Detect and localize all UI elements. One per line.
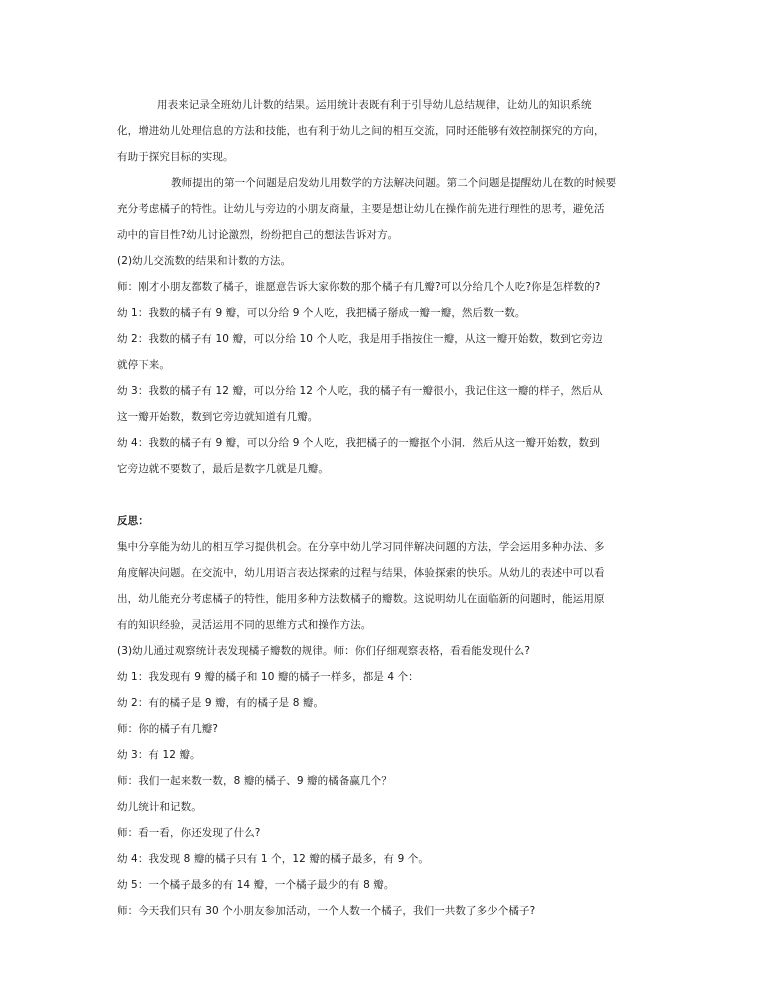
dialogue-line: 师：我们一起来数一数，8 瓣的橘子、9 瓣的橘备赢几个？ — [117, 775, 392, 787]
dialogue-line: 师：看一看，你还发现了什么? — [117, 827, 261, 839]
paragraph-line: 出，幼儿能充分考虑橘子的特性，能用多种方法数橘子的瓣数。这说明幼儿在面临新的问题时，能运用原 — [117, 593, 605, 605]
dialogue-line: 幼 5：一个橘子最多的有 14 瓣，一个橘子最少的有 8 瓣。 — [117, 879, 395, 891]
paragraph-line: 教师提出的第一个问题是启发幼儿用数学的方法解决问题。第二个问题是提醒幼儿在数的时候要 — [171, 177, 617, 189]
dialogue-line: 幼 4：我数的橘子有 9 瓣，可以分给 9 个人吃，我把橘子的一瓣抠个小洞．然后从这一瓣开始数，数到 — [117, 437, 600, 449]
document-page — [117, 92, 657, 924]
dialogue-line: 幼 1：我发现有 9 瓣的橘子和 10 瓣的橘子一样多，都是 4 个： — [117, 671, 419, 683]
dialogue-line: 师：刚才小朋友都数了橘子，谁愿意告诉大家你数的那个橘子有几瓣?可以分给几个人吃?你是怎样数的? — [117, 281, 601, 293]
dialogue-line: 幼 4：我发现 8 瓣的橘子只有 1 个，12 瓣的橘子最多，有 9 个。 — [117, 853, 429, 865]
reflection-title: 反思： — [117, 515, 149, 527]
dialogue-line: 这一瓣开始数，数到它旁边就知道有几瓣。 — [117, 411, 319, 423]
section-heading: (2)幼儿交流数的结果和计数的方法。 — [117, 255, 292, 267]
paragraph-line: 有的知识经验，灵活运用不同的思维方式和操作方法。 — [117, 619, 372, 631]
paragraph-line: 充分考虑橘子的特性。让幼儿与旁边的小朋友商量，主要是想让幼儿在操作前先进行理性的思考，避免活 — [117, 203, 605, 215]
paragraph-line: 有助于探究目标的实现。 — [117, 151, 234, 163]
dialogue-line: 幼儿统计和记数。 — [117, 801, 202, 813]
paragraph-line: 角度解决问题。在交流中，幼儿用语言表达探索的过程与结果，体验探索的快乐。从幼儿的表述中可以看 — [117, 567, 605, 579]
paragraph-line: 用表来记录全班幼儿计数的结果。运用统计表既有利于引导幼儿总结规律，让幼儿的知识系统 — [157, 99, 592, 111]
dialogue-line: 就停下来。 — [117, 359, 170, 371]
dialogue-line: 师：今天我们只有 30 个小朋友参加活动，一个人数一个橘子，我们一共数了多少个橘子? — [117, 905, 536, 917]
blank-gap — [117, 482, 657, 508]
dialogue-line: 幼 2：有的橘子是 9 瓣，有的橘子是 8 瓣。 — [117, 697, 325, 709]
dialogue-line: 它旁边就不要数了，最后是数字几就是几瓣。 — [117, 463, 329, 475]
paragraph-line: 集中分享能为幼儿的相互学习提供机会。在分享中幼儿学习同伴解决问题的方法，学会运用多种办法、多 — [117, 541, 605, 553]
dialogue-line: 师：你的橘子有几瓣? — [117, 723, 219, 735]
dialogue-line: 幼 2：我数的橘子有 10 瓣，可以分给 10 个人吃，我是用手指按住一瓣，从这一瓣开始数，数到它旁边 — [117, 333, 603, 345]
dialogue-line: 幼 3：有 12 瓣。 — [117, 749, 201, 761]
dialogue-line: 幼 3：我数的橘子有 12 瓣，可以分给 12 个人吃，我的橘子有一瓣很小，我记住这一瓣的样子，然后从 — [117, 385, 603, 397]
section-heading: (3)幼儿通过观察统计表发现橘子瓣数的规律。师：你们仔细观察表格，看看能发现什么? — [117, 645, 531, 657]
dialogue-line: 幼 1：我数的橘子有 9 瓣，可以分给 9 个人吃，我把橘子掰成一瓣一瓣，然后数一数。 — [117, 307, 526, 319]
paragraph-line: 动中的盲目性?幼儿讨论激烈，纷纷把自己的想法告诉对方。 — [117, 229, 399, 241]
paragraph-line: 化，增进幼儿处理信息的方法和技能，也有利于幼儿之间的相互交流，同时还能够有效控制探究的方向， — [117, 125, 605, 137]
